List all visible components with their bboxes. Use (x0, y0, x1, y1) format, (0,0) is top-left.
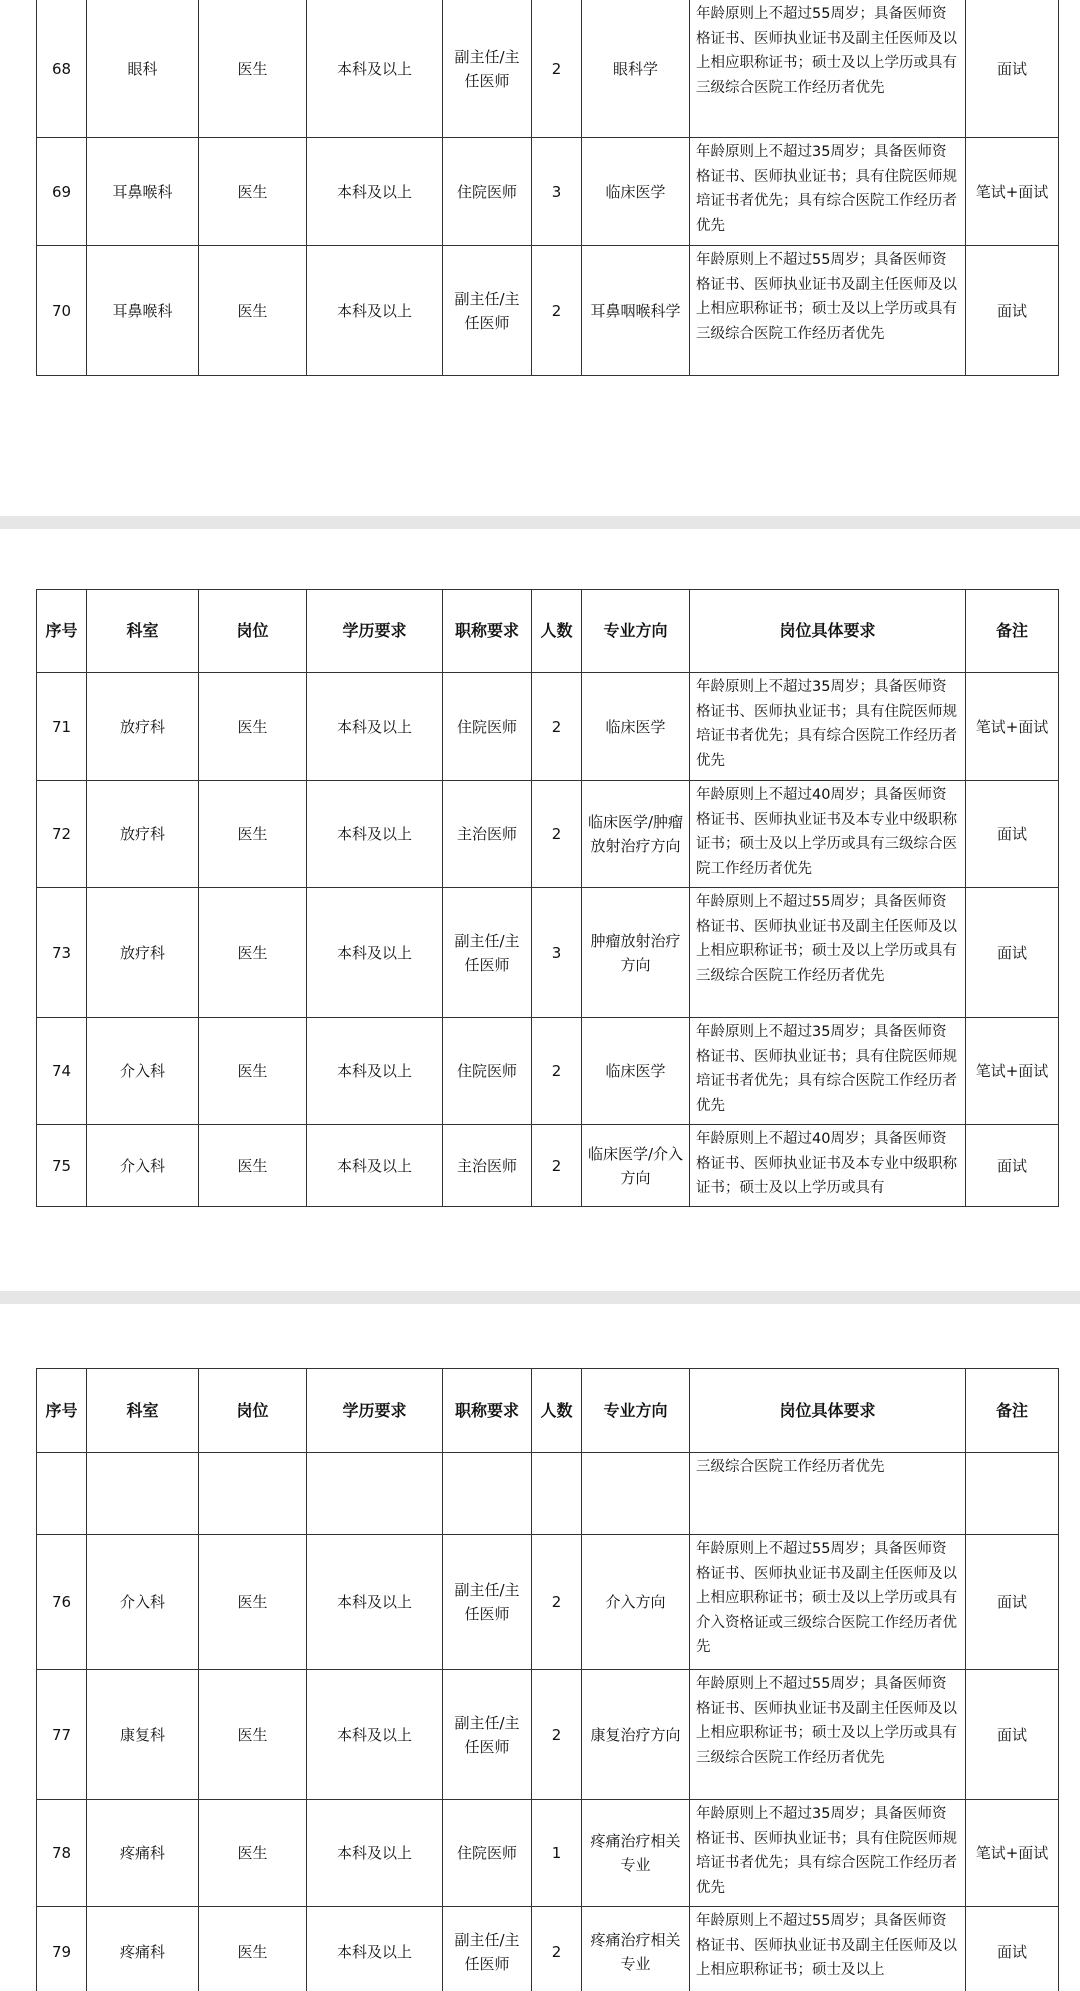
cell-edu: 本科及以上 (307, 673, 443, 781)
cell-post: 医生 (199, 1907, 307, 1991)
cell-edu: 本科及以上 (307, 1125, 443, 1207)
cell-count: 2 (532, 0, 582, 138)
cell-requirements: 年龄原则上不超过55周岁；具备医师资格证书、医师执业证书及副主任医师及以上相应职称证书；硕士及以上 (690, 1907, 966, 1991)
cell-major: 疼痛治疗相关专业 (582, 1800, 690, 1907)
header-edu: 学历要求 (307, 590, 443, 673)
cell-major: 介入方向 (582, 1535, 690, 1670)
cell-note: 笔试+面试 (966, 673, 1059, 781)
header-post: 岗位 (199, 590, 307, 673)
cell-major: 肿瘤放射治疗方向 (582, 888, 690, 1018)
header-title: 职称要求 (443, 590, 532, 673)
cell-dept: 耳鼻喉科 (87, 246, 199, 376)
cell-note: 面试 (966, 1670, 1059, 1800)
cell-requirements: 三级综合医院工作经历者优先 (690, 1453, 966, 1535)
cell-requirements: 年龄原则上不超过55周岁；具备医师资格证书、医师执业证书及副主任医师及以上相应职称证书；硕士及以上学历或具有三级综合医院工作经历者优先 (690, 1670, 966, 1800)
cell-title: 住院医师 (443, 1800, 532, 1907)
recruitment-table (36, 1368, 1059, 1991)
cell-post: 医生 (199, 1800, 307, 1907)
table-header-row (37, 590, 1059, 673)
table-row (37, 781, 1059, 888)
cell-post: 医生 (199, 1018, 307, 1125)
cell-post: 医生 (199, 888, 307, 1018)
sheet-2 (0, 529, 1080, 1291)
cell-dept: 放疗科 (87, 781, 199, 888)
table-row (37, 246, 1059, 376)
cell-count (532, 1453, 582, 1535)
cell-post: 医生 (199, 1670, 307, 1800)
table-row (37, 138, 1059, 246)
table-row (37, 1907, 1059, 1991)
cell-count: 3 (532, 138, 582, 246)
table-row (37, 673, 1059, 781)
cell-dept: 疼痛科 (87, 1907, 199, 1991)
header-count: 人数 (532, 590, 582, 673)
cell-requirements: 年龄原则上不超过40周岁；具备医师资格证书、医师执业证书及本专业中级职称证书；硕士及以上学历或具有 (690, 1125, 966, 1207)
cell-count: 2 (532, 1907, 582, 1991)
cell-major: 临床医学 (582, 1018, 690, 1125)
cell-note: 面试 (966, 0, 1059, 138)
cell-dept: 介入科 (87, 1535, 199, 1670)
cell-count: 2 (532, 246, 582, 376)
table-row (37, 1535, 1059, 1670)
cell-title: 副主任/主任医师 (443, 888, 532, 1018)
cell-note: 面试 (966, 246, 1059, 376)
cell-title: 住院医师 (443, 673, 532, 781)
cell-dept: 眼科 (87, 0, 199, 138)
header-dept: 科室 (87, 1369, 199, 1453)
cell-no: 77 (37, 1670, 87, 1800)
cell-major: 临床医学 (582, 138, 690, 246)
cell-major: 眼科学 (582, 0, 690, 138)
cell-note: 面试 (966, 1907, 1059, 1991)
cell-title: 副主任/主任医师 (443, 1907, 532, 1991)
cell-edu: 本科及以上 (307, 246, 443, 376)
cell-dept: 疼痛科 (87, 1800, 199, 1907)
cell-post: 医生 (199, 673, 307, 781)
header-requirements: 岗位具体要求 (690, 1369, 966, 1453)
cell-note: 面试 (966, 888, 1059, 1018)
cell-edu: 本科及以上 (307, 1018, 443, 1125)
cell-major: 临床医学 (582, 673, 690, 781)
table-row (37, 1453, 1059, 1535)
cell-title: 住院医师 (443, 138, 532, 246)
cell-edu: 本科及以上 (307, 0, 443, 138)
cell-no: 71 (37, 673, 87, 781)
cell-edu: 本科及以上 (307, 781, 443, 888)
cell-no: 78 (37, 1800, 87, 1907)
cell-major: 临床医学/介入方向 (582, 1125, 690, 1207)
table-header-row (37, 1369, 1059, 1453)
cell-post: 医生 (199, 138, 307, 246)
header-major: 专业方向 (582, 1369, 690, 1453)
table-row (37, 1800, 1059, 1907)
cell-title: 副主任/主任医师 (443, 0, 532, 138)
header-major: 专业方向 (582, 590, 690, 673)
sheet-1 (0, 0, 1080, 516)
cell-note: 笔试+面试 (966, 1800, 1059, 1907)
cell-no: 76 (37, 1535, 87, 1670)
cell-note: 面试 (966, 1125, 1059, 1207)
cell-note: 面试 (966, 781, 1059, 888)
cell-requirements: 年龄原则上不超过55周岁；具备医师资格证书、医师执业证书及副主任医师及以上相应职称证书；硕士及以上学历或具有介入资格证或三级综合医院工作经历者优先 (690, 1535, 966, 1670)
cell-edu: 本科及以上 (307, 1907, 443, 1991)
cell-post (199, 1453, 307, 1535)
cell-requirements: 年龄原则上不超过55周岁；具备医师资格证书、医师执业证书及副主任医师及以上相应职称证书；硕士及以上学历或具有三级综合医院工作经历者优先 (690, 888, 966, 1018)
cell-major: 疼痛治疗相关专业 (582, 1907, 690, 1991)
cell-edu: 本科及以上 (307, 138, 443, 246)
cell-count: 2 (532, 1535, 582, 1670)
cell-title (443, 1453, 532, 1535)
cell-dept: 放疗科 (87, 673, 199, 781)
cell-dept: 介入科 (87, 1125, 199, 1207)
cell-count: 2 (532, 1125, 582, 1207)
cell-count: 1 (532, 1800, 582, 1907)
table-row (37, 0, 1059, 138)
cell-count: 3 (532, 888, 582, 1018)
cell-dept: 放疗科 (87, 888, 199, 1018)
header-count: 人数 (532, 1369, 582, 1453)
table-row (37, 1670, 1059, 1800)
table-row (37, 1018, 1059, 1125)
cell-title: 住院医师 (443, 1018, 532, 1125)
header-note: 备注 (966, 590, 1059, 673)
cell-requirements: 年龄原则上不超过55周岁；具备医师资格证书、医师执业证书及副主任医师及以上相应职称证书；硕士及以上学历或具有三级综合医院工作经历者优先 (690, 0, 966, 138)
cell-requirements: 年龄原则上不超过40周岁；具备医师资格证书、医师执业证书及本专业中级职称证书；硕士及以上学历或具有三级综合医院工作经历者优先 (690, 781, 966, 888)
header-edu: 学历要求 (307, 1369, 443, 1453)
cell-requirements: 年龄原则上不超过35周岁；具备医师资格证书、医师执业证书；具有住院医师规培证书者优先；具有综合医院工作经历者优先 (690, 138, 966, 246)
cell-note (966, 1453, 1059, 1535)
cell-title: 副主任/主任医师 (443, 1535, 532, 1670)
cell-note: 笔试+面试 (966, 138, 1059, 246)
table-row (37, 1125, 1059, 1207)
cell-count: 2 (532, 781, 582, 888)
cell-no: 70 (37, 246, 87, 376)
recruitment-table (36, 0, 1059, 376)
table-row (37, 888, 1059, 1018)
cell-no: 75 (37, 1125, 87, 1207)
sheet-3 (0, 1304, 1080, 1991)
cell-dept (87, 1453, 199, 1535)
cell-no: 68 (37, 0, 87, 138)
header-requirements: 岗位具体要求 (690, 590, 966, 673)
cell-no (37, 1453, 87, 1535)
cell-edu: 本科及以上 (307, 888, 443, 1018)
cell-no: 73 (37, 888, 87, 1018)
page-separator (0, 516, 1080, 529)
cell-post: 医生 (199, 1125, 307, 1207)
cell-edu: 本科及以上 (307, 1535, 443, 1670)
header-post: 岗位 (199, 1369, 307, 1453)
cell-requirements: 年龄原则上不超过35周岁；具备医师资格证书、医师执业证书；具有住院医师规培证书者优先；具有综合医院工作经历者优先 (690, 1018, 966, 1125)
cell-edu (307, 1453, 443, 1535)
cell-major (582, 1453, 690, 1535)
cell-note: 面试 (966, 1535, 1059, 1670)
cell-count: 2 (532, 1670, 582, 1800)
cell-post: 医生 (199, 1535, 307, 1670)
header-no: 序号 (37, 590, 87, 673)
cell-no: 79 (37, 1907, 87, 1991)
cell-requirements: 年龄原则上不超过55周岁；具备医师资格证书、医师执业证书及副主任医师及以上相应职称证书；硕士及以上学历或具有三级综合医院工作经历者优先 (690, 246, 966, 376)
header-dept: 科室 (87, 590, 199, 673)
cell-count: 2 (532, 1018, 582, 1125)
cell-requirements: 年龄原则上不超过35周岁；具备医师资格证书、医师执业证书；具有住院医师规培证书者优先；具有综合医院工作经历者优先 (690, 1800, 966, 1907)
page-separator (0, 1291, 1080, 1304)
cell-edu: 本科及以上 (307, 1800, 443, 1907)
cell-count: 2 (532, 673, 582, 781)
header-title: 职称要求 (443, 1369, 532, 1453)
cell-title: 副主任/主任医师 (443, 246, 532, 376)
header-note: 备注 (966, 1369, 1059, 1453)
cell-post: 医生 (199, 246, 307, 376)
cell-no: 72 (37, 781, 87, 888)
cell-dept: 介入科 (87, 1018, 199, 1125)
cell-dept: 康复科 (87, 1670, 199, 1800)
cell-title: 主治医师 (443, 781, 532, 888)
cell-note: 笔试+面试 (966, 1018, 1059, 1125)
cell-no: 74 (37, 1018, 87, 1125)
cell-major: 临床医学/肿瘤放射治疗方向 (582, 781, 690, 888)
cell-post: 医生 (199, 781, 307, 888)
cell-post: 医生 (199, 0, 307, 138)
cell-major: 耳鼻咽喉科学 (582, 246, 690, 376)
recruitment-table (36, 589, 1059, 1207)
cell-title: 主治医师 (443, 1125, 532, 1207)
cell-dept: 耳鼻喉科 (87, 138, 199, 246)
cell-title: 副主任/主任医师 (443, 1670, 532, 1800)
cell-edu: 本科及以上 (307, 1670, 443, 1800)
cell-requirements: 年龄原则上不超过35周岁；具备医师资格证书、医师执业证书；具有住院医师规培证书者优先；具有综合医院工作经历者优先 (690, 673, 966, 781)
cell-major: 康复治疗方向 (582, 1670, 690, 1800)
header-no: 序号 (37, 1369, 87, 1453)
cell-no: 69 (37, 138, 87, 246)
